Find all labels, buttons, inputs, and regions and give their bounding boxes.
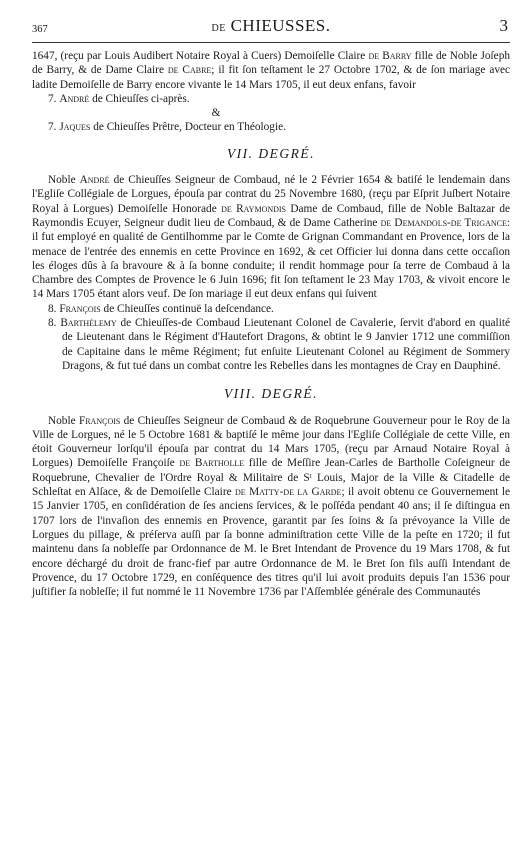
- degree7-paragraph: Noble André de Chieuſſes Seigneur de Combaud, né le 2 Février 1654 & batiſé le lendemain dans l'Egliſe Collégiale de Lorgues, épouſa par contrat du 25 Novembre 1680, (reçu par Eſprit Juſbert Notaire Royal à Lorgues) Demoiſelle Honorade de Raymondis Dame de Combaud, fille de Noble Baltazar de Raymondis Ecuyer, Seigneur dudit lieu de Combaud, & de Dame Catherine de Demandols-de Trigance: il fut employé en qualité de Gentilhomme par le Comte de Grignan Commandant en Provence, lors de la menace de l'entrée des ennemis en cette Province en 1692, & cet Officier lui donna dans cette occaſion les éloges dûs à ſa bravoure & à ſa bonne conduite; il rendit hommage pour ſa terre de Combaud à la Chambre des Comptes de Provence le 6 Juin 1696; fit ſon teſtament le 23 May 1703, & vivoit encore le 14 Mars 1705 étant alors veuf. De ſon mariage il eut deux enfans qui ſuivent: [32, 174, 511, 301]
- child-item: 8. François de Chieuſſes continuë la deſcendance.: [48, 302, 274, 315]
- intro-paragraph: 1647, (reçu par Louis Audibert Notaire Royal à Cuers) Demoiſelle Claire de Barry fille de Noble Joſeph de Barry, & de Dame Claire de Cabre; il fit ſon teſtament le 27 Octobre 1702, & de ſon mariage avec ladite Demoiſelle de Barry encore vivante le 14 Mars 1705, il eut deux enfans, favoir: [32, 50, 511, 91]
- title-prefix: DE: [211, 23, 226, 34]
- ampersand: &: [211, 107, 221, 120]
- child-item: 7. André de Chieuſſes ci-après.: [48, 92, 190, 105]
- degree-heading-7: VII. DEGRÉ.: [226, 145, 316, 161]
- child-item: 7. Jaques de Chieuſſes Prêtre, Docteur en Théologie.: [48, 121, 286, 134]
- page-body: [32, 49, 510, 599]
- page-number-left: 367: [32, 24, 48, 35]
- child-item: 8. Barthélemy de Chieuſſes-de Combaud Lieutenant Colonel de Cavalerie, ſervit d'abord en qualité de Lieutenant dans le Régiment d'Hautefort Dragons, & obtint le 9 Janvier 1712 une commiſſion de Capitaine dans le même Régiment; fut enſuite Lieutenant Colonel au Régiment de Sommery Dragons, & fut tué dans un combat contre les Rebelles dans les montagnes de Cray en Dauphiné.: [48, 317, 510, 372]
- running-title: [32, 16, 510, 36]
- degree8-paragraph: Noble François de Chieuſſes Seigneur de Combaud & de Roquebrune Gouverneur pour le Roy de la Ville de Lorgues, né le 5 Octobre 1681 & baptiſé le même jour dans l'Egliſe Collégiale de cette Ville, en étoit Gouverneur lorſqu'il épouſa par contrat du 14 Mars 1705, (reçu par Arnaud Notaire Royal à Lorgues) Demoiſelle Françoiſe de Bartholle fille de Meſſire Jean-Carles de Bartholle Coſeigneur de Roquebrune, Chevalier de l'Ordre Royal & Militaire de Sᵗ Louis, Major de la Ville & Citadelle de Schleſtat en Alſace, & de Demoiſelle Claire de Matty-de la Garde; il avoit obtenu ce Gouvernement le 15 Janvier 1705, en conſidération de ſes anciens ſervices, & le poſſéda pendant 40 ans; il ſe diſtingua en 1707 lors de l'invaſion des ennemis en Provence, garantit par ſes ſoins & ſa prévoyance la Ville de Lorgues du pillage, & préſerva auſſi par ſa bonne adminiſtration cette Ville de la peſte en 1720; il fut maintenu dans ſa nobleſſe par Ordonnance de M. le Bret Intendant de Provence du 19 Mars 1708, & fut encore déchargé du droit de franc-fief par autre Ordonnance de M. le Bret ſon fils auſſi Intendant de Provence, du 17 Octobre 1729, en conſéquence des titres qu'il lui avoit produits depuis l'an 1536 pour juſtifier ſa nobleſſe; il fut nommé le 11 Novembre 1736 par l'Aſſemblée générale des Communautés: [32, 414, 511, 599]
- running-header: [32, 16, 510, 43]
- title-text: CHIEUSSES.: [230, 16, 331, 35]
- book-page: [32, 16, 510, 599]
- degree-heading-8: VIII. DEGRÉ.: [223, 386, 319, 402]
- page-number-right: 3: [499, 16, 508, 35]
